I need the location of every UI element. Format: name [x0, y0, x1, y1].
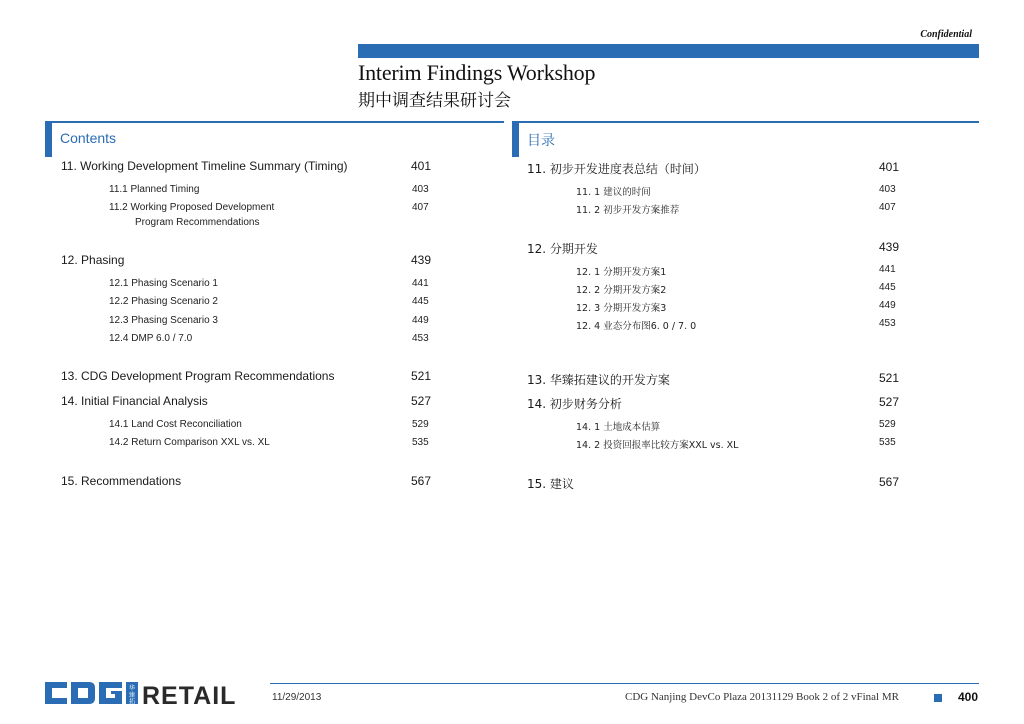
- toc-page: 439: [879, 240, 900, 254]
- cdg-logo-icon: [43, 678, 263, 708]
- cdg-retail-logo: [43, 678, 263, 708]
- toc-page: 441: [412, 278, 429, 289]
- toc-subentry-cn[interactable]: 14. 2 投资回报率比较方案XXL vs. XL: [576, 440, 739, 451]
- toc-subentry-cn[interactable]: 11. 1 建议的时间: [576, 187, 651, 198]
- logo-wordmark: RETAIL: [142, 682, 237, 708]
- toc-page: 449: [879, 300, 896, 311]
- toc-subentry-cn[interactable]: 12. 3 分期开发方案3: [576, 303, 667, 314]
- toc-entry-cn[interactable]: 12. 分期开发: [527, 242, 598, 256]
- heading-marker: [45, 123, 52, 157]
- toc-page: 453: [879, 318, 896, 329]
- toc-page: 407: [879, 202, 896, 213]
- toc-subentry-line2: Program Recommendations: [135, 217, 260, 228]
- toc-subentry[interactable]: 14.1 Land Cost Reconciliation: [109, 419, 242, 430]
- toc-entry[interactable]: 12. Phasing: [61, 253, 125, 267]
- footer-document-name: CDG Nanjing DevCo Plaza 20131129 Book 2 of 2 vFinal MR: [625, 691, 899, 703]
- toc-subentry[interactable]: 12.4 DMP 6.0 / 7.0: [109, 333, 193, 344]
- confidential-label: Confidential: [920, 29, 972, 40]
- contents-heading-cn-label: 目录: [527, 133, 555, 149]
- toc-page: 449: [412, 315, 429, 326]
- toc-page: 521: [411, 369, 432, 383]
- contents-heading-label: Contents: [60, 130, 117, 146]
- toc-page: 445: [879, 282, 896, 293]
- title-bar: [358, 44, 979, 58]
- toc-page: 567: [879, 475, 900, 489]
- toc-page: 535: [412, 437, 429, 448]
- contents-heading-cn: [512, 121, 979, 157]
- toc-subentry[interactable]: 12.1 Phasing Scenario 1: [109, 278, 218, 289]
- page-number: 400: [958, 690, 979, 704]
- toc-page: 445: [412, 296, 429, 307]
- toc-page: 441: [879, 264, 896, 275]
- toc-entry-cn[interactable]: 11. 初步开发进度表总结（时间）: [527, 162, 706, 176]
- footer-square-icon: [934, 694, 942, 702]
- toc-page: 527: [879, 395, 900, 409]
- toc-page: 535: [879, 437, 896, 448]
- toc-page: 527: [411, 394, 432, 408]
- toc-entry[interactable]: 13. CDG Development Program Recommendations: [61, 369, 335, 383]
- toc-subentry-cn[interactable]: 12. 4 业态分布图6. 0 / 7. 0: [576, 321, 697, 332]
- toc-page: 407: [412, 202, 429, 213]
- toc-subentry-cn[interactable]: 11. 2 初步开发方案推荐: [576, 205, 680, 216]
- toc-entry[interactable]: 14. Initial Financial Analysis: [61, 394, 208, 408]
- contents-heading: [45, 121, 504, 157]
- toc-page: 521: [879, 371, 900, 385]
- page-title: Interim Findings Workshop: [358, 60, 596, 85]
- toc-subentry-cn[interactable]: 14. 1 土地成本估算: [576, 422, 661, 433]
- toc-entry-cn[interactable]: 14. 初步财务分析: [527, 397, 622, 411]
- toc-page: 403: [412, 184, 429, 195]
- toc-page: 529: [879, 419, 896, 430]
- svg-text:拓: 拓: [128, 698, 136, 706]
- toc-subentry-cn[interactable]: 12. 1 分期开发方案1: [576, 267, 667, 278]
- toc-entry[interactable]: 11. Working Development Timeline Summary (Timing): [61, 159, 348, 173]
- toc-page: 567: [411, 474, 432, 488]
- toc-subentry[interactable]: 11.1 Planned Timing: [109, 184, 200, 195]
- toc-page: 439: [411, 253, 432, 267]
- toc-entry-cn[interactable]: 13. 华臻拓建议的开发方案: [527, 373, 670, 387]
- toc-subentry[interactable]: 12.2 Phasing Scenario 2: [109, 296, 218, 307]
- svg-text:臻: 臻: [128, 692, 136, 699]
- toc-subentry[interactable]: 12.3 Phasing Scenario 3: [109, 315, 218, 326]
- toc-subentry[interactable]: 14.2 Return Comparison XXL vs. XL: [109, 437, 270, 448]
- toc-page: 401: [411, 159, 432, 173]
- toc-entry-cn[interactable]: 15. 建议: [527, 477, 574, 491]
- toc-subentry-cn[interactable]: 12. 2 分期开发方案2: [576, 285, 667, 296]
- toc-subentry[interactable]: 11.2 Working Proposed Development: [109, 202, 275, 213]
- toc-page: 453: [412, 333, 429, 344]
- toc-page: 401: [879, 160, 900, 174]
- toc-page: 403: [879, 184, 896, 195]
- svg-text:华: 华: [128, 685, 136, 692]
- heading-marker: [512, 123, 519, 157]
- toc-page: 529: [412, 419, 429, 430]
- footer-date: 11/29/2013: [272, 692, 322, 703]
- page-title-cn: 期中调查结果研讨会: [358, 91, 511, 111]
- footer-divider: [270, 683, 979, 684]
- toc-entry[interactable]: 15. Recommendations: [61, 474, 182, 488]
